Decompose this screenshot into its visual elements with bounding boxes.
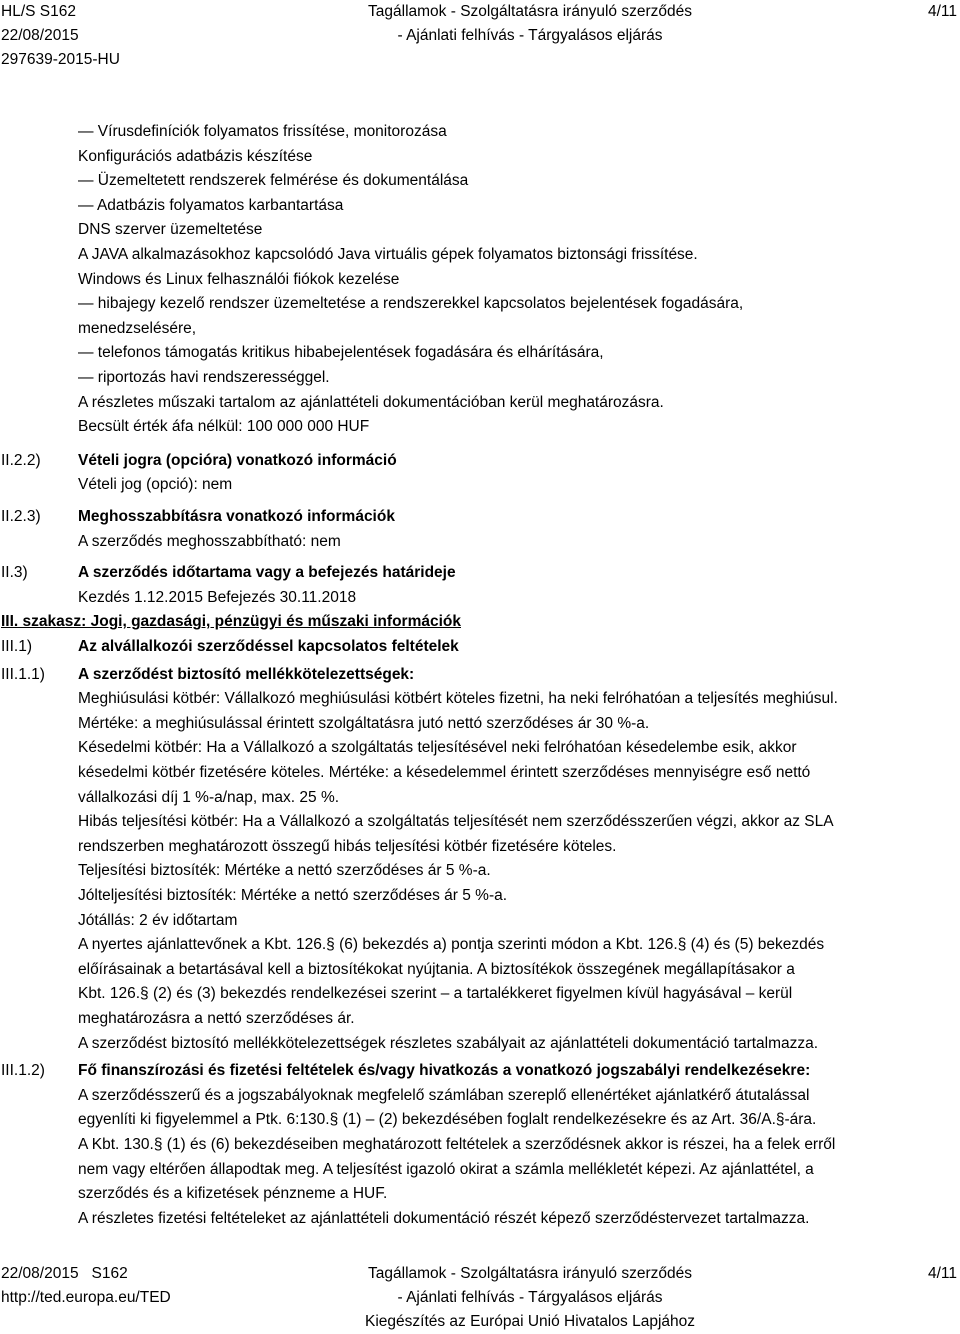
header-title-line2: - Ajánlati felhívás - Tárgyalásos eljárás — [397, 27, 663, 44]
body-line: — Vírusdefiníciók folyamatos frissítése, monitorozása — [78, 123, 447, 140]
header-ref: 297639-2015-HU — [1, 51, 120, 68]
footer-date: 22/08/2015 — [1, 1265, 79, 1282]
page-header — [0, 0, 960, 74]
section-text-III-1-1: Mértéke: a meghiúsulással érintett szolgáltatásra jutó nettó szerződéses ár 30 %-a. — [78, 714, 650, 732]
body-line: — hibajegy kezelő rendszer üzemeltetése a rendszerekkel kapcsolatos bejelentések fogadására, — [78, 295, 744, 313]
header-doc-id: HL/S S162 — [1, 3, 76, 20]
section-title-II-3: A szerződés időtartama vagy a befejezés határideje — [78, 564, 456, 582]
body-line: — riportozás havi rendszerességgel. — [78, 369, 330, 386]
section-text-III-1-1: Kbt. 126.§ (2) és (3) bekezdés rendelkezései szerint – a tartalékkeret figyelmen kívül hagyásával – kerül — [78, 985, 793, 1003]
section-number-III-1-2: III.1.2) — [1, 1062, 45, 1080]
section-text-III-1-1: A szerződést biztosító mellékkötelezettségek részletes szabályait az ajánlattételi dokumentáció tartalmazza. — [78, 1034, 819, 1052]
part-III-heading: III. szakasz: Jogi, gazdasági, pénzügyi és műszaki információk — [1, 613, 461, 631]
section-text-III-1-1: előírásainak a betartásával kell a biztosítékokat nyújtania. A biztosítékok összegének megállapításakor a — [78, 960, 795, 978]
header-title — [340, 0, 720, 48]
footer-title-line1: Tagállamok - Szolgáltatásra irányuló szerződés — [368, 1265, 692, 1282]
section-text-II-3: Kezdés 1.12.2015 Befejezés 30.11.2018 — [78, 588, 357, 606]
body-line: — Adatbázis folyamatos karbantartása — [78, 196, 344, 214]
section-number-II-2-3: II.2.3) — [1, 508, 41, 525]
body-line: Becsült érték áfa nélkül: 100 000 000 HUF — [78, 418, 370, 436]
section-text-III-1-1: Késedelmi kötbér: Ha a Vállalkozó a szolgáltatás teljesítésével neki felróhatóan késedelembe esik, akkor — [78, 739, 797, 757]
header-left — [1, 0, 120, 72]
section-text-III-1-1: meghatározásra a nettó szerződéses ár. — [78, 1010, 355, 1027]
section-number-III-1-1: III.1.1) — [1, 665, 45, 683]
footer-code: S162 — [91, 1265, 128, 1282]
section-number-III-1: III.1) — [1, 638, 33, 655]
section-text-II-2-3: A szerződés meghosszabbítható: nem — [78, 532, 341, 550]
body-line: Konfigurációs adatbázis készítése — [78, 147, 313, 165]
body-line: Windows és Linux felhasználói fiókok kezelése — [78, 270, 400, 288]
section-title-III-1-2: Fő finanszírozási és fizetési feltételek és/vagy hivatkozás a vonatkozó jogszabályi rendelkezésekre: — [78, 1062, 811, 1080]
section-text-III-1-2: nem vagy eltérően állapodtak meg. A teljesítést igazoló okirat a számla mellékletét képezi. Az ajánlattétel, a — [78, 1160, 814, 1178]
header-date: 22/08/2015 — [1, 27, 79, 44]
section-text-III-1-1: késedelmi kötbér fizetésére köteles. Mértéke: a késedelemmel érintett szerződéses mennyiségre eső nettó — [78, 764, 811, 781]
section-text-III-1-1: Teljesítési biztosíték: Mértéke a nettó szerződéses ár 5 %-a. — [78, 862, 491, 880]
section-text-III-1-2: szerződés és a kifizetések pénzneme a HUF. — [78, 1185, 388, 1203]
section-title-III-1-1: A szerződést biztosító mellékkötelezettségek: — [78, 665, 415, 683]
section-text-III-1-1: A nyertes ajánlattevőnek a Kbt. 126.§ (6) bekezdés a) pontja szerinti módon a Kbt. 126.§ (4) és (5) bekezdés — [78, 936, 825, 954]
footer-url[interactable]: http://ted.europa.eu/TED — [1, 1289, 171, 1306]
section-text-III-1-2: A szerződésszerű és a jogszabályoknak megfelelő számlában szereplő ellenértéket ajánlatkérő átutalással — [78, 1086, 810, 1104]
section-text-III-1-2: egyenlíti ki figyelemmel a Ptk. 6:130.§ (1) – (2) bekezdésében foglalt rendelkezésekre és az Art. 36/A.§-ára. — [78, 1111, 817, 1129]
header-page-number: 4/11 — [927, 3, 957, 20]
footer-left — [1, 1262, 171, 1310]
section-text-II-2-2: Vételi jog (opció): nem — [78, 476, 233, 494]
section-text-III-1-2: A részletes fizetési feltételeket az ajánlattételi dokumentáció részét képező szerződéstervezet tartalmazza. — [78, 1209, 810, 1227]
section-text-III-1-1: Jótállás: 2 év időtartam — [78, 911, 238, 929]
section-number-II-2-2: II.2.2) — [1, 451, 41, 469]
body-line: A JAVA alkalmazásokhoz kapcsolódó Java virtuális gépek folyamatos biztonsági frissítése. — [78, 246, 698, 263]
body-line: menedzselésére, — [78, 319, 197, 337]
footer-title — [330, 1262, 730, 1334]
footer-title-line3: Kiegészítés az Európai Unió Hivatalos Lapjához — [365, 1313, 695, 1330]
section-title-III-1: Az alvállalkozói szerződéssel kapcsolatos feltételek — [78, 638, 459, 655]
footer-date-code — [1, 1262, 171, 1286]
body-line: DNS szerver üzemeltetése — [78, 221, 263, 239]
section-title-II-2-2: Vételi jogra (opcióra) vonatkozó információ — [78, 451, 397, 469]
footer-title-line2: - Ajánlati felhívás - Tárgyalásos eljárás — [397, 1289, 663, 1306]
header-title-line1: Tagállamok - Szolgáltatásra irányuló szerződés — [368, 3, 692, 20]
section-title-II-2-3: Meghosszabbításra vonatkozó információk — [78, 508, 395, 525]
section-number-II-3: II.3) — [1, 564, 28, 582]
section-text-III-1-1: Meghiúsulási kötbér: Vállalkozó meghiúsulási kötbért köteles fizetni, ha neki felróhatóan a teljesítés meghiúsul. — [78, 690, 838, 708]
footer-page-number: 4/11 — [927, 1265, 957, 1282]
section-text-III-1-1: Jólteljesítési biztosíték: Mértéke a nettó szerződéses ár 5 %-a. — [78, 887, 508, 904]
body-line: — Üzemeltetett rendszerek felmérése és dokumentálása — [78, 172, 469, 190]
section-text-III-1-2: A Kbt. 130.§ (1) és (6) bekezdéseiben meghatározott feltételek a szerződésnek akkor is részei, ha a felek erről — [78, 1136, 836, 1153]
section-text-III-1-1: vállalkozási díj 1 %-a/nap, max. 25 %. — [78, 788, 340, 806]
section-text-III-1-1: Hibás teljesítési kötbér: Ha a Vállalkozó a szolgáltatás teljesítését nem szerződésszerűen végzi, akkor az SLA — [78, 813, 834, 831]
section-text-III-1-1: rendszerben meghatározott összegű hibás teljesítési kötbér fizetésére köteles. — [78, 837, 617, 855]
body-line: A részletes műszaki tartalom az ajánlattételi dokumentációban kerül meghatározásra. — [78, 393, 664, 411]
body-line: — telefonos támogatás kritikus hibabejelentések fogadására és elhárítására, — [78, 344, 604, 362]
